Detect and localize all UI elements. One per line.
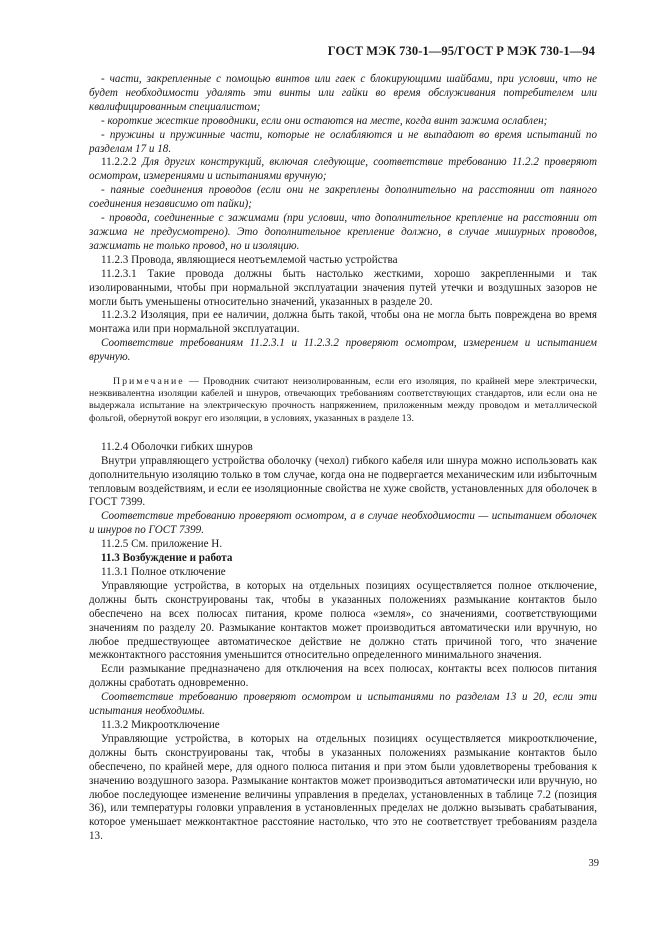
paragraph: Управляющие устройства, в которых на отдельных позициях осуществляется микроотключение, должны быть сконструированы так, чтобы в указанных положениях размыкание контактов было обеспечено, по крайней мере, для одного полюса питания и при этом были удовлетворены требования к значению воздушного зазора. Размыкание контактов может производиться автоматически или вручную, но любое последующее изменение величины управления в пределах, установленных в таблице 7.2 (позиция 36), или температуры головки управления в установленных пределах не должно вызывать срабатывания, которое уменьшает межконтактное расстояние настолько, что это не соответствует требованиям раздела 13. bbox=[89, 732, 597, 843]
spacer bbox=[89, 425, 597, 441]
paragraph: - паяные соединения проводов (если они не закреплены дополнительно на расстоянии от паяного соединения независимо от пайки); bbox=[89, 184, 597, 211]
clause-heading: 11.2.4 Оболочки гибких шнуров bbox=[101, 440, 253, 453]
paragraph: Если размыкание предназначено для отключения на всех полюсах, контакты всех полюсов питания должны сработать одновременно. bbox=[89, 663, 597, 690]
paragraph: 11.2.3.1 Такие провода должны быть настолько жесткими, хорошо закрепленными и так изолированными, чтобы при нормальной эксплуатации значения путей утечки и воздушных зазоров не могли быть уменьшены относительно значений, указанных в разделе 20. bbox=[89, 267, 597, 308]
paragraph: - провода, соединенные с зажимами (при условии, что дополнительное крепление на расстоянии от зажима не предусмотрено). Это дополнительное крепление должно, в случае мишурных проводов, зажимать не только провод, но и изоляцию. bbox=[89, 212, 597, 252]
note-label: Примечание bbox=[113, 376, 185, 388]
paragraph: 11.2.3.2 Изоляция, при ее наличии, должна быть такой, чтобы она не могла быть повреждена во время монтажа или при нормальной эксплуатации. bbox=[89, 309, 597, 336]
paragraph: Соответствие требованиям 11.2.3.1 и 11.2.3.2 проверяют осмотром, измерением и испытанием вручную. bbox=[89, 337, 597, 364]
clause-number: 11.2.2.2 bbox=[101, 156, 137, 169]
clause-heading: 11.3.2 Микроотключение bbox=[101, 718, 220, 731]
paragraph bbox=[89, 156, 597, 184]
paragraph: Внутри управляющего устройства оболочку (чехол) гибкого кабеля или шнура можно использовать как дополнительную изоляцию только в том случае, когда она не подвергается механическим или избыточным тепловым воздействиям, и если ее изоляционные свойства не хуже свойств, установленных для оболочек в ГОСТ 7399. bbox=[89, 454, 597, 509]
clause-text: Для других конструкций, включая следующие, соответствие требованию 11.2.2 проверяют осмотром, измерениями и испытаниями вручную; bbox=[89, 156, 597, 183]
paragraph: - части, закрепленные с помощью винтов или гаек с блокирующими шайбами, при условии, что не будет необходимости удалять эти винты или гайки во время обслуживания потребителем или квалифицированным специалистом; bbox=[89, 73, 597, 113]
clause-heading: 11.3.1 Полное отключение bbox=[101, 566, 226, 578]
document-body bbox=[89, 73, 597, 844]
section-heading: 11.3 Возбуждение и работа bbox=[101, 552, 233, 565]
paragraph: Соответствие требованию проверяют осмотром, а в случае необходимости — испытанием оболочек и шнуров по ГОСТ 7399. bbox=[89, 510, 597, 537]
clause-heading: 11.2.3 Провода, являющиеся неотъемлемой частью устройства bbox=[101, 253, 398, 266]
paragraph: Управляющие устройства, в которых на отдельных позициях осуществляется полное отключение, должны быть сконструированы так, чтобы в указанных положениях размыкание контактов было обеспечено на всех полюсах питания, кроме полюса «земля», со значениями, соответствующими значениям по разделу 20. Размыкание контактов может производиться автоматически или вручную, но любое предшествующее автоматическое действие не должно стать причиной того, что значение межконтактного расстояния уменьшится относительно определенного минимального значения. bbox=[89, 579, 597, 662]
paragraph: Соответствие требованию проверяют осмотром и испытаниями по разделам 13 и 20, если эти испытания необходимы. bbox=[89, 691, 597, 718]
page-header: ГОСТ МЭК 730-1—95/ГОСТ Р МЭК 730-1—94 bbox=[327, 44, 595, 58]
paragraph: 11.2.5 См. приложение Н. bbox=[101, 538, 223, 551]
paragraph: - пружины и пружинные части, которые не ослабляются и не выпадают во время испытаний по разделам 17 и 18. bbox=[89, 128, 597, 155]
note bbox=[89, 376, 597, 425]
page-number: 39 bbox=[588, 858, 599, 869]
paragraph: - короткие жесткие проводники, если они остаются на месте, когда винт зажима ослаблен; bbox=[101, 114, 548, 127]
note-text: — Проводник считают неизолированным, если его изоляция, по крайней мере электрически, неэквивалентна изоляции кабелей и шнуров, отвечающих требованиям соответствующих стандартов, или если она не выдержала испытание на электрическую прочность напряжением, приложенным между проводом и металлической фольгой, обернутой вокруг его изоляции, в условиях, указанных в разделе 13. bbox=[89, 376, 598, 424]
